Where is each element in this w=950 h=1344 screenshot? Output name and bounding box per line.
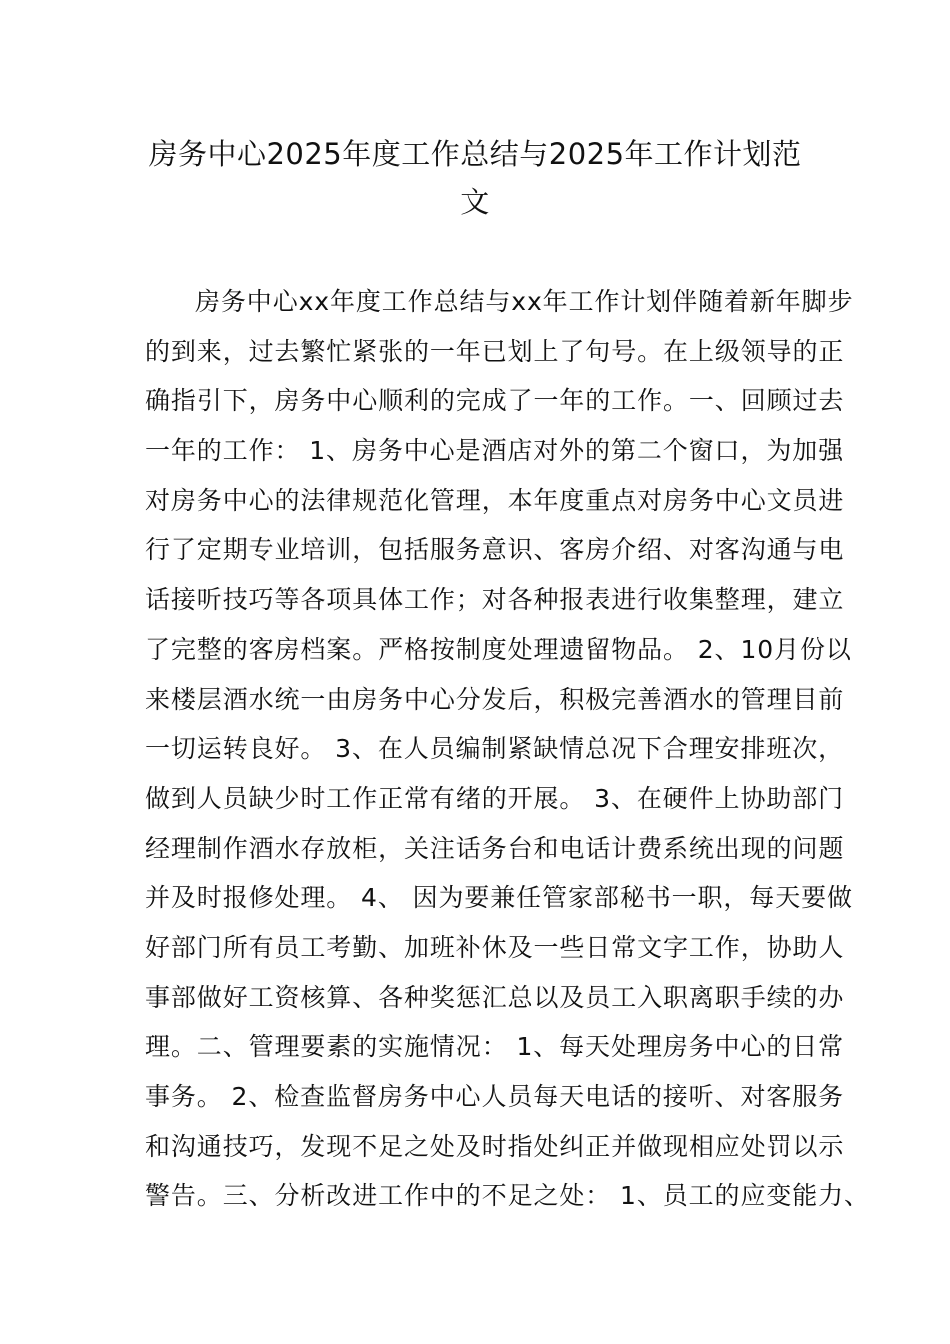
body-line: 警告。三、分析改进工作中的不足之处： 1、员工的应变能力、	[145, 1181, 870, 1211]
title-line-1: 房务中心2025年度工作总结与2025年工作计划范	[148, 137, 802, 171]
body-line: 做到人员缺少时工作正常有绪的开展。 3、在硬件上协助部门	[145, 783, 845, 813]
body-line: 和沟通技巧，发现不足之处及时指处纠正并做现相应处罚以示	[145, 1131, 845, 1161]
document-body	[145, 277, 870, 1221]
body-line: 了完整的客房档案。严格按制度处理遗留物品。 2、10月份以	[145, 634, 852, 664]
document-title	[100, 130, 850, 226]
body-line: 事务。 2、检查监督房务中心人员每天电话的接听、对客服务	[145, 1082, 845, 1111]
body-line: 并及时报修处理。 4、 因为要兼任管家部秘书一职，每天要做	[145, 883, 853, 913]
body-line: 理。二、管理要素的实施情况： 1、每天处理房务中心的日常	[145, 1032, 845, 1062]
body-line: 行了定期专业培训，包括服务意识、客房介绍、对客沟通与电	[145, 535, 845, 565]
body-line: 确指引下，房务中心顺利的完成了一年的工作。一、回顾过去	[145, 386, 845, 416]
body-line: 的到来，过去繁忙紧张的一年已划上了句号。在上级领导的正	[145, 336, 845, 366]
body-line: 好部门所有员工考勤、加班补休及一些日常文字工作，协助人	[145, 932, 845, 962]
body-line: 经理制作酒水存放柜，关注话务台和电话计费系统出现的问题	[145, 833, 845, 863]
body-line: 话接听技巧等各项具体工作；对各种报表进行收集整理，建立	[145, 585, 845, 615]
body-line: 对房务中心的法律规范化管理，本年度重点对房务中心文员进	[145, 485, 845, 515]
body-line: 房务中心xx年度工作总结与xx年工作计划伴随着新年脚步	[195, 287, 854, 316]
body-line: 一年的工作： 1、房务中心是酒店对外的第二个窗口，为加强	[145, 436, 845, 466]
title-line-2: 文	[460, 185, 490, 219]
body-line: 来楼层酒水统一由房务中心分发后，积极完善酒水的管理目前	[145, 684, 845, 714]
body-line: 事部做好工资核算、各种奖惩汇总以及员工入职离职手续的办	[145, 982, 845, 1012]
body-line: 一切运转良好。 3、在人员编制紧缺情总况下合理安排班次，	[145, 734, 845, 764]
